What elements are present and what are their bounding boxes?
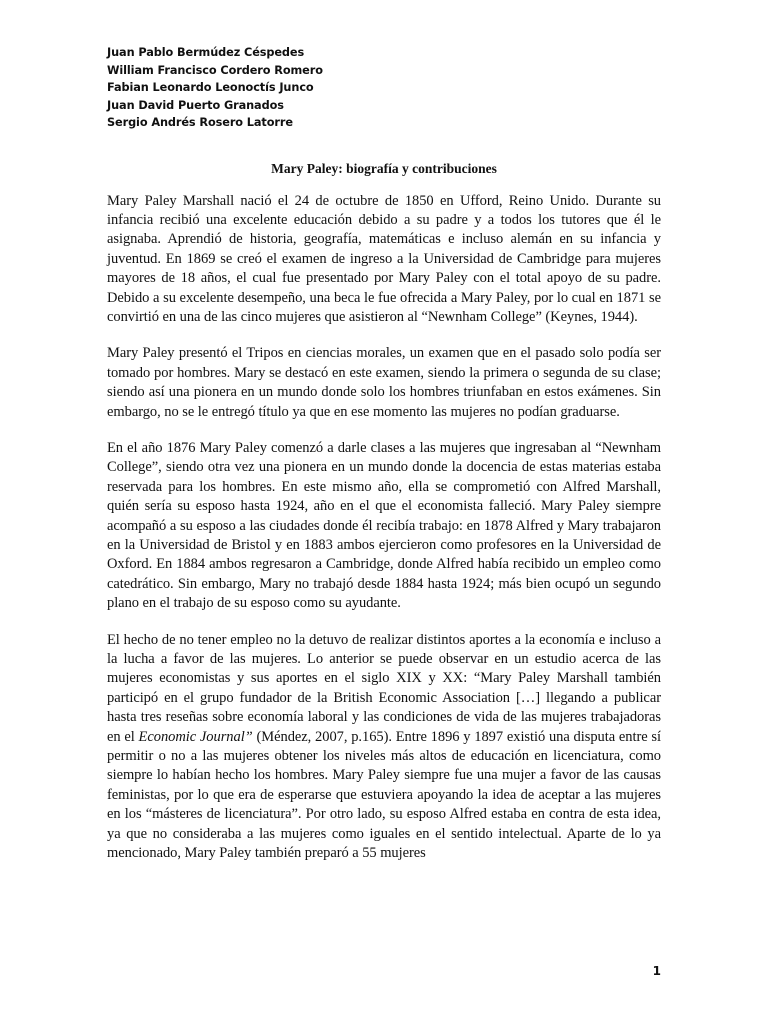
author-list (107, 44, 661, 132)
paragraph (107, 631, 661, 864)
author-name: Sergio Andrés Rosero Latorre (107, 116, 293, 129)
document-title: Mary Paley: biografía y contribuciones (271, 160, 497, 176)
author-name: William Francisco Cordero Romero (107, 63, 323, 77)
author-name: Juan Pablo Bermúdez Céspedes (107, 46, 305, 59)
paragraph-text: El hecho de no tener empleo no la detuvo de realizar distintos aportes a la economía e incluso a la lucha a favor de las mujeres. Lo anterior se puede observar en un estudio acerca de las mujeres economistas y sus aportes en el siglo XIX y XX: “Mary Paley Marshall también participó en el grupo fundador de la British Economic Association […] llegando a publicar hasta tres reseñas sobre economía laboral y las condiciones de vida de las mujeres trabajadoras en el (107, 631, 661, 745)
paragraph: Mary Paley Marshall nació el 24 de octubre de 1850 en Ufford, Reino Unido. Durante su infancia recibió una excelente educación debido a su padre y a todos los tutores que él le asignaba. Aprendió de historia, geografía, matemáticas e incluso alemán en su infancia y juventud. En 1869 se creó el examen de ingreso a la Universidad de Cambridge para mujeres mayores de 18 años, el cual fue presentado por Mary Paley con el total apoyo de su padre. Debido a su excelente desempeño, una beca le fue ofrecida a Mary Paley, por lo cual en 1871 se convirtió en una de las cinco mujeres que asistieron al “Newnham College” (Keynes, 1944). (107, 192, 661, 325)
author-name: Fabian Leonardo Leonoctís Junco (107, 81, 314, 94)
paragraph-text: (Méndez, 2007, p.165). Entre 1896 y 1897 existió una disputa entre sí permitir o no a las mujeres obtener los niveles más altos de educación en licenciatura, como siempre lo habían hecho los hombres. Mary Paley siempre fue una mujer a favor de las causas feministas, por lo que era de esperarse que estuviera apoyando la idea de aceptar a las mujeres en los “másteres de licenciatura”. Por otro lado, su esposo Alfred estaba en contra de esta idea, ya que no consideraba a las mujeres como iguales en el sentido intelectual. Aparte de lo ya mencionado, Mary Paley también preparó a 55 mujeres (107, 728, 661, 862)
author-name: Juan David Puerto Granados (107, 98, 284, 112)
page-number: 1 (652, 964, 661, 978)
journal-title: Economic Journal” (138, 728, 253, 745)
paragraph: En el año 1876 Mary Paley comenzó a darle clases a las mujeres que ingresaban al “Newnham College”, siendo otra vez una pionera en un mundo donde la docencia de estas materias estaba reservada para los hombres. En este mismo año, ella se comprometió con Alfred Marshall, quién sería su esposo hasta 1924, año en el que el economista falleció. Mary Paley siempre acompañó a su esposo a las ciudades donde él recibía trabajo: en 1878 Alfred y Mary trabajaron en la Universidad de Bristol y en 1883 ambos ejercieron como profesores en la Universidad de Oxford. En 1884 ambos regresaron a Cambridge, donde Alfred había recibido un empleo como catedrático. Sin embargo, Mary no trabajó desde 1884 hasta 1924; más bien ocupó un segundo plano en el trabajo de su esposo como su ayudante. (107, 439, 661, 612)
document-body (107, 192, 661, 864)
paragraph: Mary Paley presentó el Tripos en ciencias morales, un examen que en el pasado solo podía ser tomado por hombres. Mary se destacó en este examen, siendo la primera o segunda de su clase; siendo así una pionera en un mundo donde solo los hombres triunfaban en estos exámenes. Sin embargo, no se le entregó título ya que en ese momento las mujeres no podían graduarse. (107, 345, 661, 420)
